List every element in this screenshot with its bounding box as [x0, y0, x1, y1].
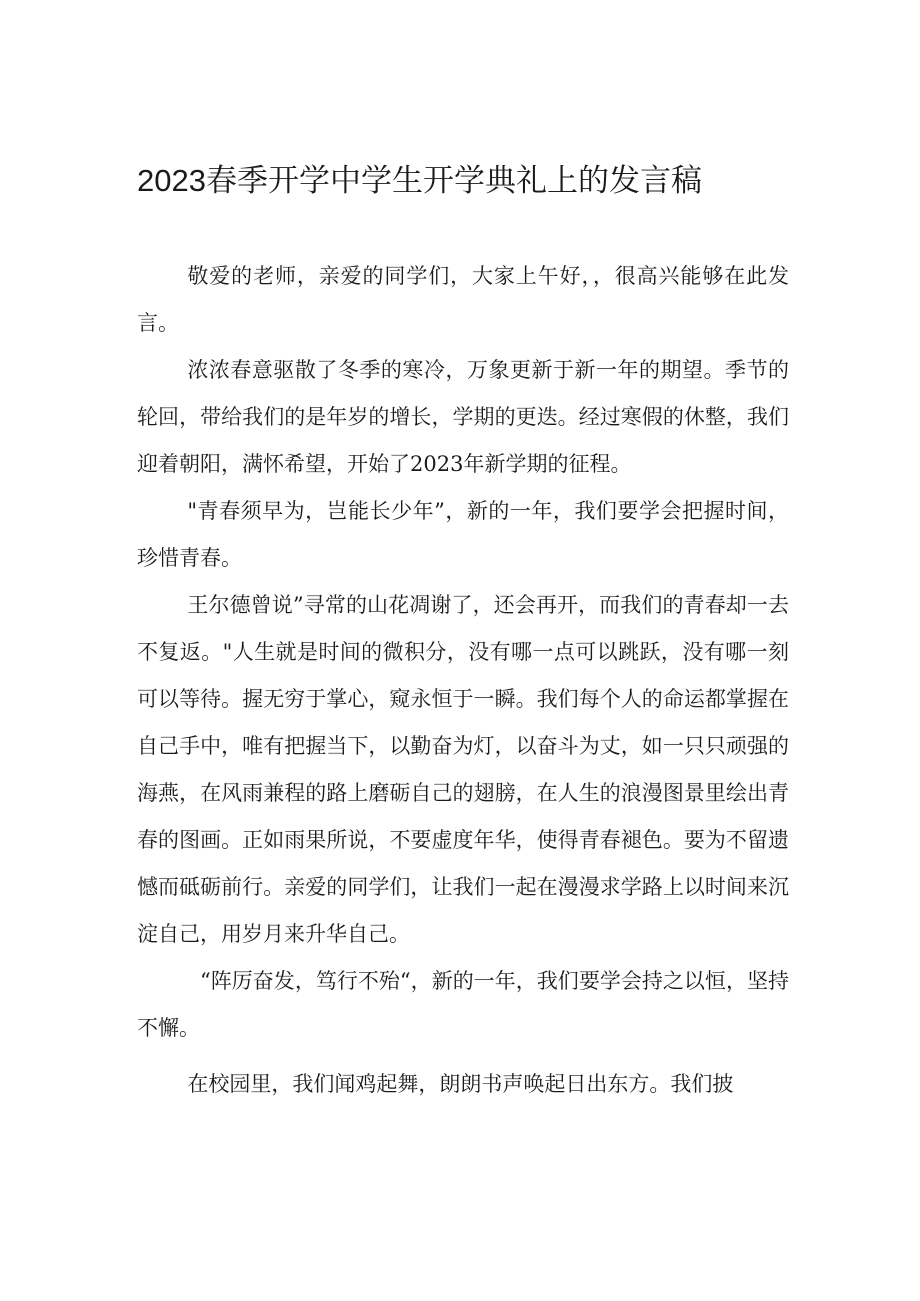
paragraph-wilde-quote: 王尔德曾说”寻常的山花凋谢了，还会再开，而我们的青春却一去不复返。"人生就是时间的微积分，没有哪一点可以跳跃，没有哪一刻可以等待。握无穷于掌心，窥永恒于一瞬。我们每个人的命运都掌握在自己手中，唯有把握当下，以勤奋为灯，以奋斗为丈，如一只只顽强的海燕，在风雨兼程的路上磨砺自己的翅膀，在人生的浪漫图景里绘出青春的图画。正如雨果所说，不要虚度年华，使得青春褪色。要为不留遗憾而砥砺前行。亲爱的同学们，让我们一起在漫漫求学路上以时间来沉淀自己，用岁月来升华自己。 — [137, 593, 789, 946]
paragraph-youth-time: "青春须早为，岂能长少年”，新的一年，我们要学会把握时间，珍惜青春。 — [137, 499, 789, 570]
paragraph-perseverance: “阵厉奋发，笃行不殆“，新的一年，我们要学会持之以恒，坚持不懈。 — [137, 969, 789, 1040]
paragraph-spring: 浓浓春意驱散了冬季的寒冷，万象更新于新一年的期望。季节的轮回，带给我们的是年岁的增长，学期的更迭。经过寒假的休整，我们迎着朝阳，满怀希望，开始了2023年新学期的征程。 — [137, 358, 789, 476]
paragraph-campus: 在校园里，我们闻鸡起舞，朗朗书声唤起日出东方。我们披 — [187, 1072, 734, 1096]
document-body — [137, 253, 789, 1108]
paragraph-greeting: 敬爱的老师，亲爱的同学们，大家上午好，，很高兴能够在此发言。 — [137, 264, 789, 335]
document-title: 2023春季开学中学生开学典礼上的发言稿 — [137, 163, 702, 198]
